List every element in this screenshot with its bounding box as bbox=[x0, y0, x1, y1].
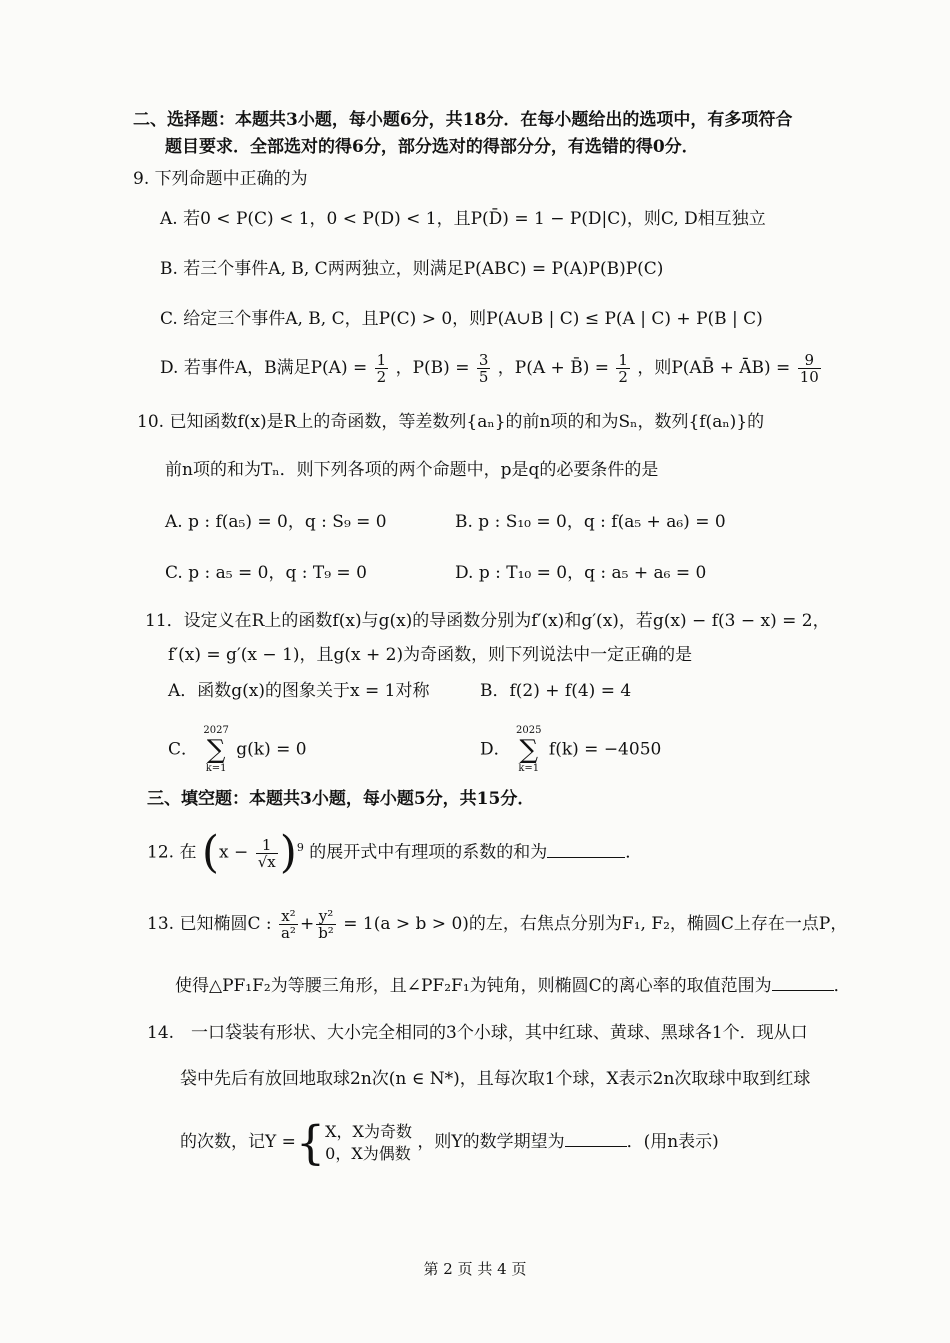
fraction: $\frac{1}{2}$ bbox=[618, 351, 628, 386]
section2-header-line1: 二、选择题：本题共3小题，每小题6分，共18分．在每小题给出的选项中，有多项符合 bbox=[133, 110, 793, 130]
q10-option-d: D. p : T₁₀ = 0，q : a₅ + a₆ = 0 bbox=[455, 563, 707, 583]
section2-header-line2: 题目要求．全部选对的得6分，部分选对的得部分分，有选错的得0分． bbox=[165, 137, 699, 157]
page-footer: 第 2 页 共 4 页 bbox=[423, 1260, 527, 1278]
q9-option-a: A. 若0 < P(C) < 1，0 < P(D) < 1，且P(D̄) = 1 − P(D|C)，则C, D相互独立 bbox=[160, 209, 766, 229]
q9-option-d: D. 若事件A，B满足P(A) = $\frac{1}{2}$ ，P(B) = $\frac{3}{5}$ ，P(A + B̄) = $\frac{1}{2}$ ，则P(AB̄ + ĀB) = $\frac{9}{10}$ bbox=[160, 351, 819, 386]
q10-option-b: B. p : S₁₀ = 0，q : f(a₅ + a₆) = 0 bbox=[455, 512, 726, 532]
q10-option-c: C. p : a₅ = 0，q : T₉ = 0 bbox=[165, 563, 367, 583]
q14-line2: 袋中先后有放回地取球2n次(n ∈ N*)，且每次取1个球，X表示2n次取球中取到红球 bbox=[180, 1069, 811, 1089]
q13-line2: 使得△PF₁F₂为等腰三角形，且∠PF₂F₁为钝角，则椭圆C的离心率的取值范围为 ． bbox=[175, 976, 851, 996]
q10-stem-line1: 10. 已知函数f(x)是R上的奇函数，等差数列{aₙ}的前n项的和为Sₙ，数列{f(aₙ)}的 bbox=[137, 412, 765, 432]
answer-blank[interactable] bbox=[547, 841, 625, 858]
fraction: $\frac{3}{5}$ bbox=[478, 351, 489, 386]
q9-stem: 9. 下列命题中正确的为 bbox=[133, 169, 308, 189]
fraction: $\frac{\text{x²}}{\text{a²}}$ bbox=[280, 907, 296, 942]
q11-option-c: C． 2027 ∑ k=1 g(k) = 0 bbox=[168, 725, 307, 774]
section3-header: 三、填空题：本题共3小题，每小题5分，共15分． bbox=[147, 789, 535, 809]
fraction: $\frac{1}{√x}$ bbox=[257, 835, 276, 871]
q13-line1: 13. 已知椭圆C : $\frac{\text{x²}}{\text{a²}}$ + $\frac{\text{y²}}{\text{b²}}$ = 1(a > b > 0)的左，右焦点分别为F₁, F₂，椭圆C上存在一点P， bbox=[147, 907, 848, 942]
q9-option-b: B. 若三个事件A, B, C两两独立，则满足P(ABC) = P(A)P(B)P(C) bbox=[160, 259, 664, 279]
fraction: $\frac{9}{10}$ bbox=[799, 351, 819, 386]
q12: 12. 在 (x − $\frac{1}{√x}$ )$^9$ 的展开式中有理项的系数的和为 ． bbox=[147, 827, 643, 879]
summation: 2025 ∑ k=1 bbox=[516, 725, 542, 774]
q9-option-c: C. 给定三个事件A, B, C，且P(C) > 0，则P(A∪B | C) ≤ P(A | C) + P(B | C) bbox=[160, 309, 763, 329]
fraction: $\frac{1}{2}$ bbox=[376, 351, 387, 386]
q10-stem-line2: 前n项的和为Tₙ．则下列各项的两个命题中，p是q的必要条件的是 bbox=[165, 460, 659, 480]
q11-stem-line2: f′(x) = g′(x − 1)，且g(x + 2)为奇函数，则下列说法中一定正确的是 bbox=[168, 645, 693, 665]
q11-option-a: A．函数g(x)的图象关于x = 1对称 bbox=[168, 681, 430, 701]
q14-line1: 14. 一口袋装有形状、大小完全相同的3个小球，其中红球、黄球、黑球各1个．现从口 bbox=[147, 1023, 808, 1043]
piecewise-cases: X，X为奇数 0，X为偶数 bbox=[325, 1121, 412, 1163]
q11-stem-line1: 11．设定义在R上的函数f(x)与g(x)的导函数分别为f′(x)和g′(x)，若g(x) − f(3 − x) = 2， bbox=[145, 611, 830, 631]
answer-blank[interactable] bbox=[565, 1130, 627, 1147]
q11-option-d: D． 2025 ∑ k=1 f(k) = −4050 bbox=[480, 725, 662, 774]
summation: 2027 ∑ k=1 bbox=[203, 725, 229, 774]
q11-option-b: B．f(2) + f(4) = 4 bbox=[480, 681, 632, 701]
q14-line3: 的次数，记Y ={ X，X为奇数 0，X为偶数 ，则Y的数学期望为 ．(用n表示) bbox=[180, 1115, 719, 1170]
q10-option-a: A. p : f(a₅) = 0，q : S₉ = 0 bbox=[165, 512, 387, 532]
fraction: $\frac{\text{y²}}{\text{b²}}$ bbox=[318, 907, 334, 942]
answer-blank[interactable] bbox=[772, 974, 834, 991]
